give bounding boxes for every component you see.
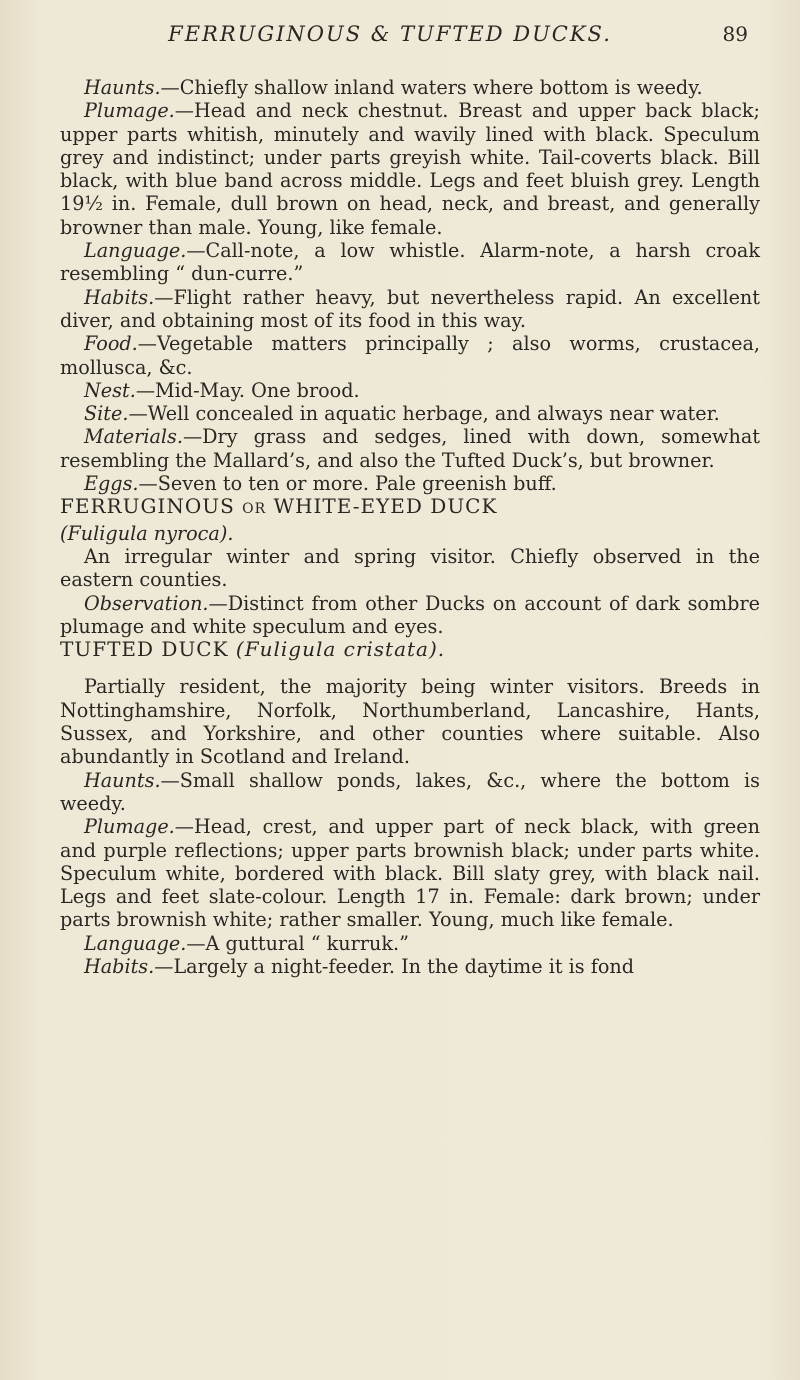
tufted-habits: Habits.—Largely a night-feeder. In the daytime it is fond [84, 954, 635, 978]
spacer [60, 661, 760, 675]
page-body [60, 76, 760, 978]
ferruginous-observation: Observation.—Distinct from other Ducks on account of dark sombre plumage and white speculum and eyes. [60, 591, 760, 638]
entry-plumage: Plumage.—Head and neck chestnut. Breast and upper back black; upper parts whitish, minutely and wavily lined with black. Speculum grey and indistinct; under parts greyish white. Tail-coverts black. Bill black, with blue band across middle. Legs and feet bluish grey. Length 19½ in. Female, dull brown on head, neck, and breast, and generally browner than male. Young, like female. [60, 99, 760, 239]
entry-nest: Nest.—Mid-May. One brood. [84, 378, 360, 402]
tufted-latin-name: (Fuligula cristata). [235, 637, 446, 662]
entry-materials: Materials.—Dry grass and sedges, lined with down, somewhat resembling the Mallard’s, and also the Tufted Duck’s, but browner. [60, 425, 760, 472]
entry-haunts: Haunts.—Chiefly shallow inland waters where bottom is weedy. [84, 76, 703, 99]
tufted-haunts: Haunts.—Small shallow ponds, lakes, &c., where the bottom is weedy. [60, 768, 760, 815]
ferruginous-heading: FERRUGINOUS OR WHITE-EYED DUCK [60, 494, 498, 519]
tufted-language: Language.—A guttural “ kurruk.” [84, 931, 409, 955]
ferruginous-intro: An irregular winter and spring visitor. Chiefly observed in the eastern counties. [60, 544, 760, 592]
running-title: FERRUGINOUS & TUFTED DUCKS. [168, 22, 612, 46]
page-number: 89 [722, 22, 748, 46]
tufted-intro: Partially resident, the majority being winter visitors. Breeds in Nottinghamshire, Norfolk, Northumberland, Lancashire, Hants, Sussex, and Yorkshire, and other counties where suitable. Also abundantly in Scotland and Ireland. [60, 675, 760, 769]
ferruginous-latin-name: (Fuligula nyroca). [60, 521, 234, 545]
entry-habits: Habits.—Flight rather heavy, but nevertheless rapid. An excellent diver, and obtaining most of its food in this way. [60, 285, 760, 332]
tufted-heading: TUFTED DUCK (Fuligula cristata). [60, 637, 446, 662]
tufted-plumage: Plumage.—Head, crest, and upper part of neck black, with green and purple reflections; upper parts brownish black; under parts white. Speculum white, bordered with black. Bill slaty grey, with black nail. Legs and feet slate-colour. Length 17 in. Female: dark brown; under parts brownish white; rather smaller. Young, much like female. [60, 815, 760, 932]
entry-food: Food.—Vegetable matters principally ; also worms, crustacea, mollusca, &c. [60, 332, 760, 379]
entry-site: Site.—Well concealed in aquatic herbage, and always near water. [84, 402, 720, 426]
entry-eggs: Eggs.—Seven to ten or more. Pale greenish buff. [84, 472, 557, 496]
entry-language: Language.—Call-note, a low whistle. Alarm-note, a harsh croak resembling “ dun-curre.” [60, 239, 760, 286]
